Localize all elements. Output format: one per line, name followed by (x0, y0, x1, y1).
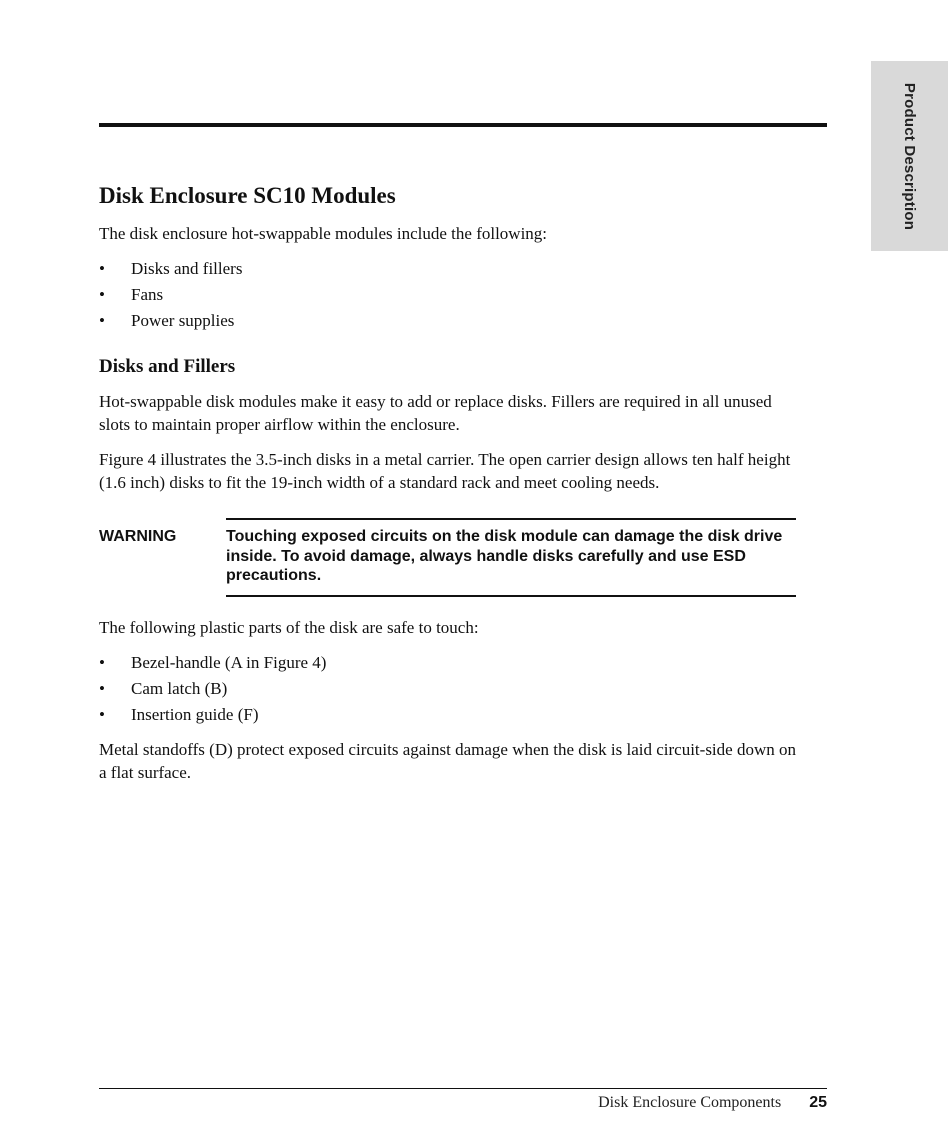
list-item-text: Bezel-handle (A in Figure 4) (131, 653, 327, 672)
bullet-icon: • (99, 285, 105, 304)
modules-list (99, 256, 799, 334)
bullet-icon: • (99, 705, 105, 724)
list-item (99, 676, 799, 702)
footer-title: Disk Enclosure Components (598, 1094, 782, 1111)
page-content (99, 178, 799, 784)
bullet-icon: • (99, 259, 105, 278)
section-intro: The disk enclosure hot-swappable modules include the following: (99, 224, 548, 243)
bottom-rule (99, 1088, 827, 1089)
page-footer (99, 1094, 827, 1116)
list-item-text: Fans (131, 285, 164, 304)
warning-text: Touching exposed circuits on the disk module can damage the disk drive inside. To avoid damage, always handle disks carefully and use ESD precautions. (226, 518, 796, 597)
safe-parts-intro: The following plastic parts of the disk are safe to touch: (99, 618, 479, 637)
page-number: 25 (809, 1094, 827, 1111)
top-rule (99, 123, 827, 127)
subsection-paragraph-1: Hot-swappable disk modules make it easy to add or replace disks. Fillers are required in all unused slots to maintain proper airflow within the enclosure. (99, 392, 772, 434)
warning-label: WARNING (99, 528, 177, 545)
list-item (99, 702, 799, 728)
bullet-icon: • (99, 311, 105, 330)
list-item (99, 650, 799, 676)
safe-parts-list (99, 650, 799, 728)
subsection-paragraph-2: Figure 4 illustrates the 3.5-inch disks in a metal carrier. The open carrier design allows ten half height (1.6 inch) disks to fit the 19-inch width of a standard rack and meet cooling needs. (99, 450, 791, 492)
bullet-icon: • (99, 653, 105, 672)
section-title: Disk Enclosure SC10 Modules (99, 183, 396, 208)
list-item (99, 282, 799, 308)
side-tab (871, 61, 948, 251)
bullet-icon: • (99, 679, 105, 698)
list-item (99, 308, 799, 334)
safe-parts-closing: Metal standoffs (D) protect exposed circuits against damage when the disk is laid circuit-side down on a flat surface. (99, 740, 796, 782)
list-item-text: Cam latch (B) (131, 679, 228, 698)
list-item-text: Disks and fillers (131, 259, 243, 278)
warning-block (99, 518, 799, 596)
side-tab-label: Product Description (901, 82, 918, 230)
list-item (99, 256, 799, 282)
list-item-text: Insertion guide (F) (131, 705, 259, 724)
subsection-title: Disks and Fillers (99, 356, 236, 377)
list-item-text: Power supplies (131, 311, 235, 330)
